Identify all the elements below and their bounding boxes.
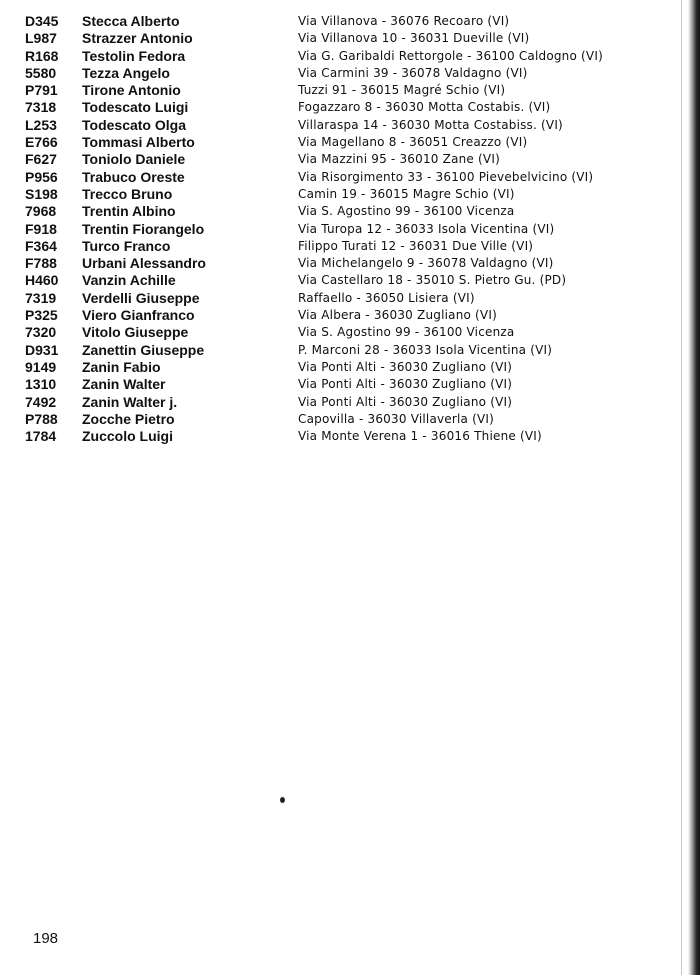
- member-name: Toniolo Daniele: [82, 151, 186, 168]
- member-name: Turco Franco: [82, 237, 171, 254]
- member-code: 7968: [25, 203, 57, 220]
- member-name: Zanin Walter j.: [82, 393, 178, 410]
- listing-row: [25, 411, 665, 428]
- member-name: Trecco Bruno: [82, 185, 173, 202]
- member-address: Via Risorgimento 33 - 36100 Pievebelvicino (VI): [298, 169, 594, 184]
- member-code: D931: [25, 341, 59, 358]
- member-address: Via S. Agostino 99 - 36100 Vicenza: [298, 325, 515, 340]
- listing-row: [25, 151, 665, 168]
- member-name: Zanettin Giuseppe: [82, 341, 205, 358]
- member-name: Stecca Alberto: [82, 13, 180, 29]
- listing-row: [25, 255, 665, 272]
- member-address: Via Villanova - 36076 Recoaro (VI): [298, 14, 510, 28]
- member-address: Via Mazzini 95 - 36010 Zane (VI): [298, 152, 500, 167]
- listing-row: [25, 359, 665, 376]
- listing-row: [25, 221, 665, 238]
- member-name: Trentin Fiorangelo: [82, 220, 205, 237]
- member-name: Viero Gianfranco: [82, 307, 195, 324]
- member-name: Tirone Antonio: [82, 82, 181, 99]
- member-name: Strazzer Antonio: [82, 30, 193, 47]
- listing-row: [25, 48, 665, 65]
- listing-row: [25, 186, 665, 203]
- member-code: F788: [25, 255, 57, 272]
- member-code: L987: [25, 30, 57, 47]
- member-code: H460: [25, 272, 59, 289]
- member-listing: [25, 13, 665, 445]
- member-name: Tommasi Alberto: [82, 134, 195, 151]
- member-address: Via Magellano 8 - 36051 Creazzo (VI): [298, 135, 528, 150]
- member-code: P788: [25, 410, 58, 427]
- member-code: E766: [25, 134, 58, 151]
- member-address: Via Turopa 12 - 36033 Isola Vicentina (VI): [298, 221, 555, 236]
- member-code: D345: [25, 13, 59, 29]
- member-address: Fogazzaro 8 - 36030 Motta Costabis. (VI): [298, 100, 551, 115]
- member-code: P325: [25, 307, 58, 324]
- member-code: R168: [25, 47, 59, 64]
- member-code: 7319: [25, 289, 57, 306]
- member-address: Filippo Turati 12 - 36031 Due Ville (VI): [298, 238, 534, 253]
- member-code: L253: [25, 116, 57, 133]
- member-address: Camin 19 - 36015 Magre Schio (VI): [298, 186, 515, 201]
- member-address: Via Michelangelo 9 - 36078 Valdagno (VI): [298, 256, 554, 271]
- listing-row: [25, 238, 665, 255]
- member-address: Via Castellaro 18 - 35010 S. Pietro Gu. (PD): [298, 273, 567, 288]
- member-address: Via Ponti Alti - 36030 Zugliano (VI): [298, 394, 513, 409]
- member-address: Via Ponti Alti - 36030 Zugliano (VI): [298, 359, 513, 374]
- listing-row: [25, 290, 665, 307]
- member-name: Urbani Alessandro: [82, 255, 206, 272]
- listing-row: [25, 394, 665, 411]
- member-code: P791: [25, 82, 58, 99]
- member-address: Villaraspa 14 - 36030 Motta Costabiss. (VI): [298, 117, 563, 132]
- listing-row: [25, 134, 665, 151]
- member-name: Testolin Fedora: [82, 47, 186, 64]
- listing-row: [25, 307, 665, 324]
- member-name: Trentin Albino: [82, 203, 176, 220]
- member-code: S198: [25, 185, 58, 202]
- member-name: Vanzin Achille: [82, 272, 176, 289]
- scan-edge-line: [681, 0, 682, 975]
- listing-row: [25, 428, 665, 445]
- member-name: Verdelli Giuseppe: [82, 289, 200, 306]
- member-address: P. Marconi 28 - 36033 Isola Vicentina (VI): [298, 342, 553, 357]
- listing-row: [25, 30, 665, 47]
- member-name: Zocche Pietro: [82, 410, 175, 427]
- member-name: Zanin Fabio: [82, 358, 161, 375]
- scan-page-edge: [688, 0, 700, 975]
- member-code: 7492: [25, 393, 57, 410]
- member-code: F364: [25, 237, 57, 254]
- member-code: 7318: [25, 99, 57, 116]
- member-code: F627: [25, 151, 57, 168]
- member-address: Via Monte Verena 1 - 36016 Thiene (VI): [298, 429, 542, 444]
- listing-row: [25, 99, 665, 116]
- member-code: F918: [25, 220, 57, 237]
- member-name: Vitolo Giuseppe: [82, 324, 189, 341]
- member-code: 9149: [25, 358, 57, 375]
- listing-row: [25, 13, 665, 30]
- member-code: 7320: [25, 324, 57, 341]
- member-address: Raffaello - 36050 Lisiera (VI): [298, 290, 475, 305]
- listing-row: [25, 324, 665, 341]
- member-code: 1310: [25, 376, 57, 393]
- member-address: Via G. Garibaldi Rettorgole - 36100 Caldogno (VI): [298, 48, 603, 63]
- member-address: Capovilla - 36030 Villaverla (VI): [298, 411, 495, 426]
- listing-row: [25, 82, 665, 99]
- member-address: Via S. Agostino 99 - 36100 Vicenza: [298, 204, 515, 219]
- member-address: Via Villanova 10 - 36031 Dueville (VI): [298, 31, 530, 46]
- listing-row: [25, 376, 665, 393]
- page-number: 198: [33, 930, 59, 947]
- member-code: P956: [25, 168, 58, 185]
- listing-row: [25, 203, 665, 220]
- listing-row: [25, 117, 665, 134]
- member-address: Via Ponti Alti - 36030 Zugliano (VI): [298, 377, 513, 392]
- member-name: Todescato Luigi: [82, 99, 189, 116]
- member-name: Trabuco Oreste: [82, 168, 185, 185]
- listing-row: [25, 169, 665, 186]
- member-code: 1784: [25, 428, 57, 445]
- member-name: Zuccolo Luigi: [82, 428, 173, 445]
- member-name: Tezza Angelo: [82, 64, 170, 81]
- member-address: Via Carmini 39 - 36078 Valdagno (VI): [298, 65, 528, 80]
- member-name: Zanin Walter: [82, 376, 166, 393]
- member-address: Tuzzi 91 - 36015 Magré Schio (VI): [298, 83, 506, 98]
- member-name: Todescato Olga: [82, 116, 186, 133]
- member-code: 5580: [25, 64, 57, 81]
- ink-speck: [280, 797, 285, 803]
- member-address: Via Albera - 36030 Zugliano (VI): [298, 308, 497, 323]
- listing-row: [25, 272, 665, 289]
- listing-row: [25, 65, 665, 82]
- listing-row: [25, 342, 665, 359]
